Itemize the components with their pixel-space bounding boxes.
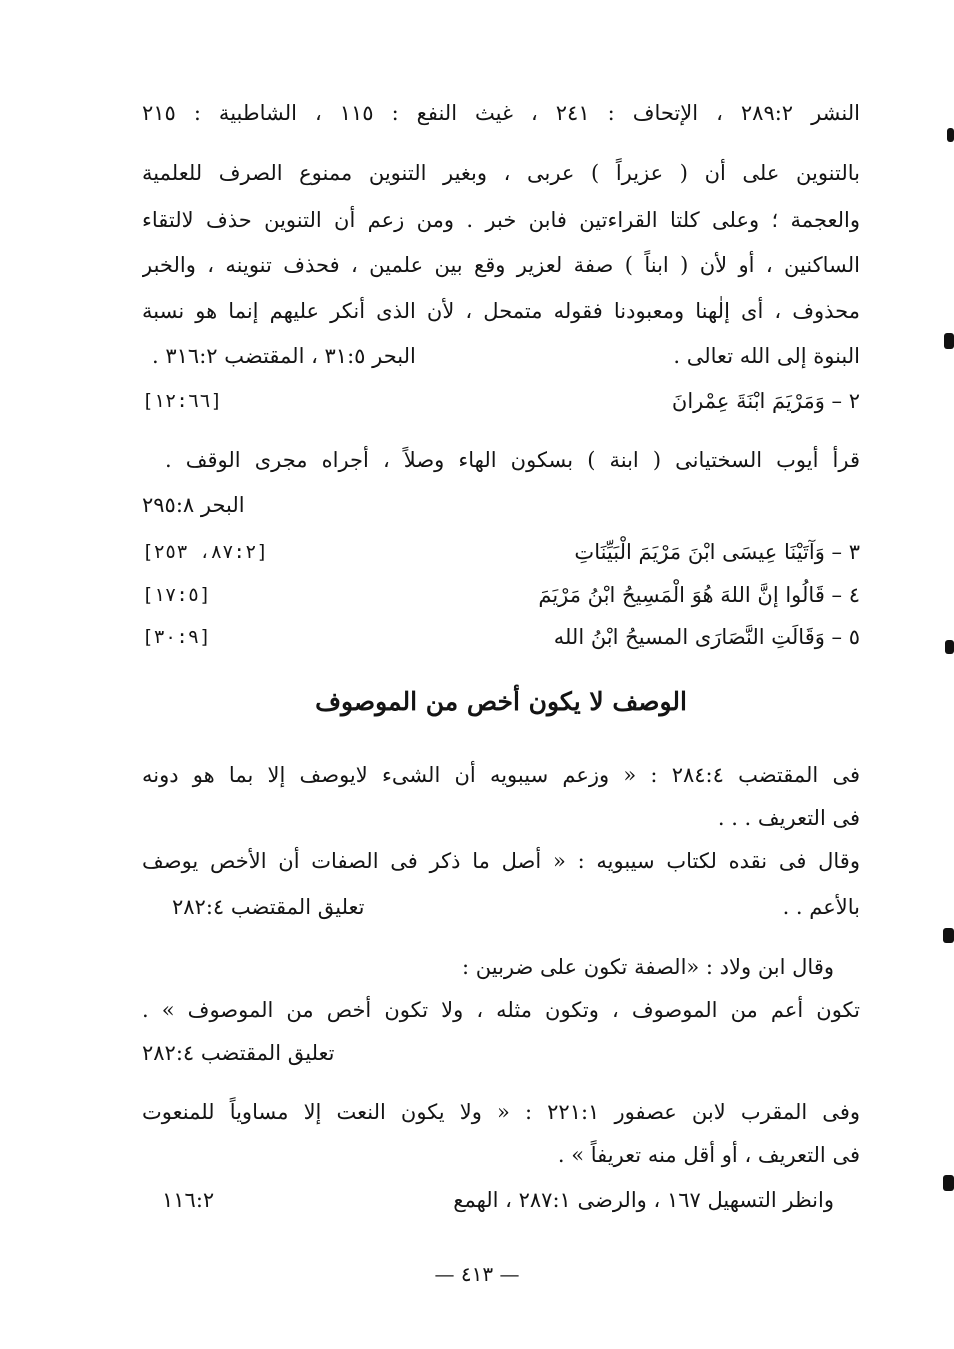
verse-text: ٣ – وَآتَيْنَا عِيسَى ابْنَ مَرْيَمَ الْبَيِّنَاتِ bbox=[574, 540, 860, 564]
verse-reference: [٨٧:٢، ٢٥٣] bbox=[142, 541, 268, 563]
scan-margin-mark bbox=[943, 1175, 954, 1191]
verse-line bbox=[142, 622, 860, 652]
citation-line: تعليق المقتضب ٢٨٢:٤ bbox=[142, 1041, 335, 1065]
verse-line bbox=[142, 386, 860, 416]
page-number: — ٤١٣ — bbox=[434, 1262, 520, 1286]
text-line: بالتنوين على أن ( عزيراً ) عربى ، وبغير التنوين ممنوع الصرف للعلمية bbox=[142, 161, 860, 185]
text-line: الساكنين ، أو لأن ( ابناً ) صفة لعزير وقع بين علمين ، فحذف تنوينه ، والخبر bbox=[142, 253, 860, 277]
text-line-with-citation bbox=[142, 1185, 834, 1215]
text-segment: بالأعم . . bbox=[782, 895, 860, 919]
scan-margin-mark bbox=[947, 128, 954, 142]
text-line: وقال ابن ولاد : «الصفة تكون على ضربين : bbox=[462, 955, 834, 979]
verse-reference: [١٧:٥] bbox=[142, 584, 211, 606]
citation: ١١٦:٢ bbox=[162, 1188, 215, 1212]
verse-text: ٥ – وَقَالَتِ النَّصَارَى المسيحُ ابْنُ الله bbox=[553, 625, 860, 649]
text-line: والعجمة ؛ وعلى كلتا القراءتين فابن خبر . ومن زعم أن التنوين حذف لالتقاء bbox=[142, 208, 860, 232]
text-line: فى المقتضب ٢٨٤:٤ : « وزعم سيبويه أن الشىء لايوصف إلا بما هو دونه bbox=[142, 763, 860, 787]
text-line: فى التعريف . . . bbox=[717, 806, 860, 830]
citation-line: البحر ٢٩٥:٨ bbox=[142, 493, 245, 517]
verse-reference: [٣٠:٩] bbox=[142, 626, 211, 648]
verse-line bbox=[142, 537, 860, 567]
citation: البحر ٣١:٥ ، المقتضب ٣١٦:٢ . bbox=[152, 344, 416, 368]
text-line: وفى المقرب لابن عصفور ٢٢١:١ : « ولا يكون النعت إلا مساوياً للمنعوت bbox=[142, 1100, 860, 1124]
scan-margin-mark bbox=[944, 333, 954, 349]
text-line-with-citation bbox=[142, 341, 860, 371]
text-line: تكون أعم من الموصوف ، وتكون مثله ، ولا تكون أخص من الموصوف » . bbox=[142, 998, 860, 1022]
section-heading: الوصف لا يكون أخص من الموصوف bbox=[315, 687, 687, 716]
text-line-with-citation bbox=[142, 892, 860, 922]
text-segment: وانظر التسهيل ١٦٧ ، والرضى ٢٨٧:١ ، الهمع bbox=[453, 1188, 834, 1212]
text-segment: البنوة إلى الله تعالى . bbox=[673, 344, 860, 368]
citation: تعليق المقتضب ٢٨٢:٤ bbox=[172, 895, 365, 919]
verse-line bbox=[142, 580, 860, 610]
verse-text: ٤ – قَالُوا إنَّ اللهَ هُوَ الْمَسِيحُ ابْنُ مَرْيَمَ bbox=[538, 583, 860, 607]
text-line: فى التعريف ، أو أقل منه تعريفاً » . bbox=[557, 1143, 860, 1167]
text-line: قرأ أيوب السختيانى ( ابنة ) بسكون الهاء وصلاً ، أجراه مجرى الوقف . bbox=[165, 448, 860, 472]
verse-reference: [١٢:٦٦] bbox=[142, 390, 223, 412]
text-line: محذوف ، أى إلٰهنا ومعبودنا فقوله متمحل ، لأن الذى أنكر عليهم إنما هو نسبة bbox=[142, 299, 860, 323]
reference-line: النشر ٢٨٩:٢ ، الإتحاف : ٢٤١ ، غيث النفع : ١١٥ ، الشاطبية : ٢١٥ bbox=[142, 101, 860, 125]
scan-margin-mark bbox=[943, 928, 954, 943]
verse-text: ٢ – وَمَرْيَمَ ابْنَةَ عِمْرانَ bbox=[671, 389, 860, 413]
scan-margin-mark bbox=[945, 640, 954, 654]
text-line: وقال فى نقده لكتاب سيبويه : « أصل ما ذكر فى الصفات أن الأخص يوصف bbox=[142, 849, 860, 873]
